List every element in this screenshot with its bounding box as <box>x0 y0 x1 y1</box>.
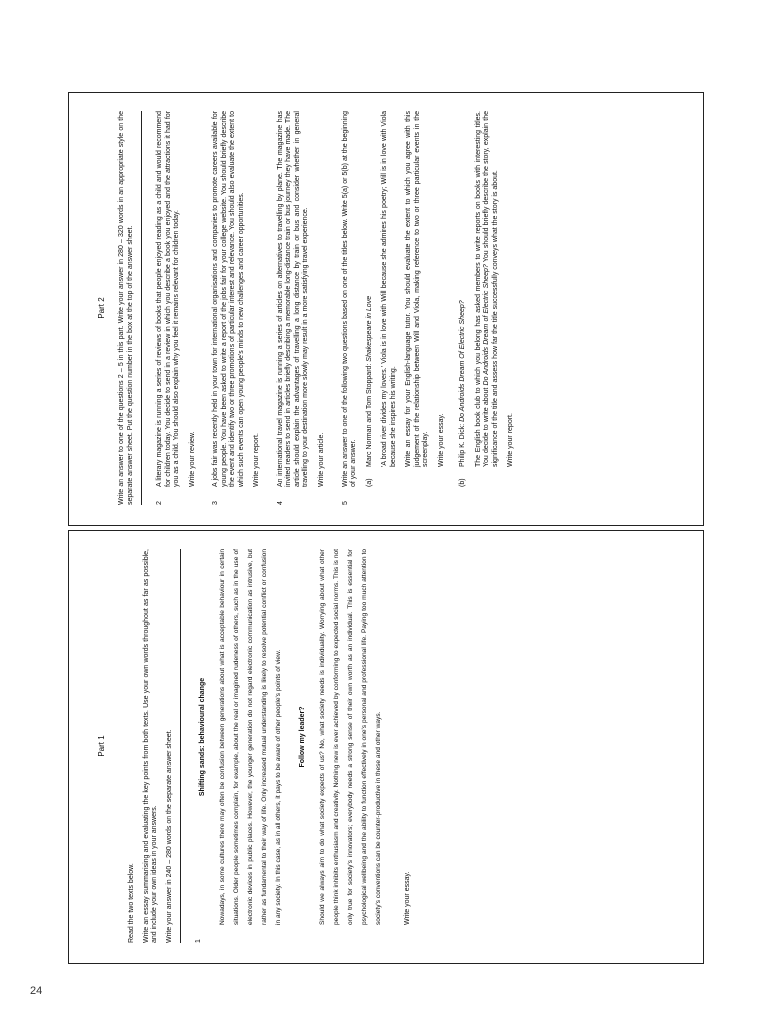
question-5b <box>459 111 523 487</box>
text2-body: Should we always aim to do what society expects of us? No, what society needs is individuality. Worrying about what other people think inhibits enthusiasm and creativity. Nothing new is ever achieved by conforming to expected social norms. This is not only true for society's innovators; everybody needs a strong sense of their own worth as an individual. This is essential for psychological wellbeing and the ability to function effectively in one's personal and professional life. Paying too much attention to society's conventions can be counter-productive in these and other ways. <box>319 549 382 925</box>
part2-content <box>69 93 703 525</box>
question-5a-label: (a) <box>365 478 373 487</box>
question-5b-author: Philip K. Dick: <box>459 421 467 467</box>
text1-body: Nowadays, in some cultures there may often be confusion between generations about what is acceptable behaviour in certain situations. Older people sometimes complain, for example, about the real or imagined rudeness of others, such as in the use of electronic devices in public places. However, the younger generation do not regard electronic communication as intrusive, but rather as fundamental to their way of life. Only increased mutual understanding is likely to resolve potential conflict or confusion in any society. In this case, as in all others, it pays to be aware of other people's points of view. <box>219 549 282 925</box>
part1-content <box>69 531 703 963</box>
question-5a-quote: 'A broad river divides my lovers.' Viola is in love with Will because she admires his poetry; Will is in love with Viola because she inspires his writing. <box>381 111 397 467</box>
question-5b-title: Do Androids Dream Of Electric Sheep? <box>459 300 467 422</box>
part1-closing: Write your essay. <box>403 871 411 925</box>
part2-intro: Write an answer to one of the questions 2 – 5 in this part. Write your answer in 280 – 320 words in an appropriate style on the separate answer sheet. Put the question number in the box at the top of the answer sheet. <box>118 111 134 505</box>
page-number: 24 <box>30 985 43 997</box>
question-5a <box>366 111 454 487</box>
question-2-body: A literary magazine is running a series of reviews of books that people enjoyed reading as a child and would recommend for children today. You decide to send in a review in which you describe a book you enjoyed and the attractions it had for you as a child. You should also explain why you feel it remains relevant for children today. <box>156 111 181 487</box>
part1-divider <box>180 549 181 943</box>
question-2-number: 2 <box>156 501 164 505</box>
question-4-body: An international travel magazine is running a series of articles on alternatives to travelling by plane. The magazine has invited readers to send in articles briefly describing a memorable long-distance train or bus journey they have made. The article should explain the advantages of travelling a long distance by train or bus and consider whether in general travelling to your destination more slowly may result in a more satisfying travel experience. <box>276 111 310 487</box>
part1-intro-3: Write your answer in 240 – 280 words on the separate answer sheet. <box>165 729 173 943</box>
question-5a-closing: Write your essay. <box>437 413 445 467</box>
part1-panel <box>68 530 704 964</box>
question-2-closing: Write your review. <box>188 431 196 487</box>
question-2 <box>156 111 204 505</box>
question-5-number: 5 <box>341 501 349 505</box>
question-5b-body-title: Do Androids Dream of Electric Sheep? <box>483 264 491 386</box>
question-5a-source <box>366 111 375 467</box>
question-3 <box>212 111 269 505</box>
text2-title: Follow my leader? <box>299 706 307 768</box>
question-5b-source <box>459 111 468 467</box>
question-5 <box>342 111 529 505</box>
question-1 <box>195 549 419 943</box>
question-3-number: 3 <box>212 501 220 505</box>
part1-title: Part 1 <box>97 735 106 757</box>
question-5a-title: Shakespeare in Love <box>365 295 373 362</box>
part2-divider <box>141 111 142 505</box>
question-5b-body <box>475 111 501 467</box>
question-5a-body: Write an essay for your English-language tutor. You should evaluate the extent to which you agree with this judgement of the relationship between Will and Viola, making reference to two or three particular events in the screenplay. <box>405 111 430 467</box>
question-5b-label: (b) <box>459 478 467 487</box>
question-4-closing: Write your article. <box>317 432 325 487</box>
question-5b-body-start: The English book club to which you belong has asked members to write reports on books with interesting titles. You decide to write about <box>474 111 491 467</box>
question-5a-author: Marc Norman and Tom Stoppard: <box>365 361 373 467</box>
question-3-closing: Write your report. <box>253 433 261 487</box>
question-1-number: 1 <box>195 939 203 943</box>
question-3-body: A jobs fair was recently held in your town for international organisations and companies to promote careers available for young people. You have been asked to write a report of the jobs fair for your college website. You should briefly describe the event and identify two or three promotions of particular interest and relevance. You should also evaluate the extent to which such events can open young people's minds to new challenges and career opportunities. <box>212 111 245 487</box>
question-5b-body-end: You should briefly describe the story, explain the significance of the title and assess how far the title successfully conveys what the story is about. <box>483 111 499 467</box>
text1-title: Shifting sands: behavioural change <box>199 677 207 797</box>
question-4 <box>277 111 334 505</box>
part1-intro-1: Read the two texts below. <box>128 863 135 943</box>
part2-panel <box>68 92 704 526</box>
part2-title: Part 2 <box>97 297 106 319</box>
question-5-body: Write an answer to one of the following two questions based on one of the titles below. Write 5(a) or 5(b) at the beginning of your answer. <box>341 111 358 487</box>
question-5b-closing: Write your report. <box>507 413 515 467</box>
question-4-number: 4 <box>276 501 284 505</box>
part1-intro-2: Write an essay summarising and evaluating the key points from both texts. Use your own words throughout as far as possible, and include your own ideas in your answers. <box>142 549 159 943</box>
